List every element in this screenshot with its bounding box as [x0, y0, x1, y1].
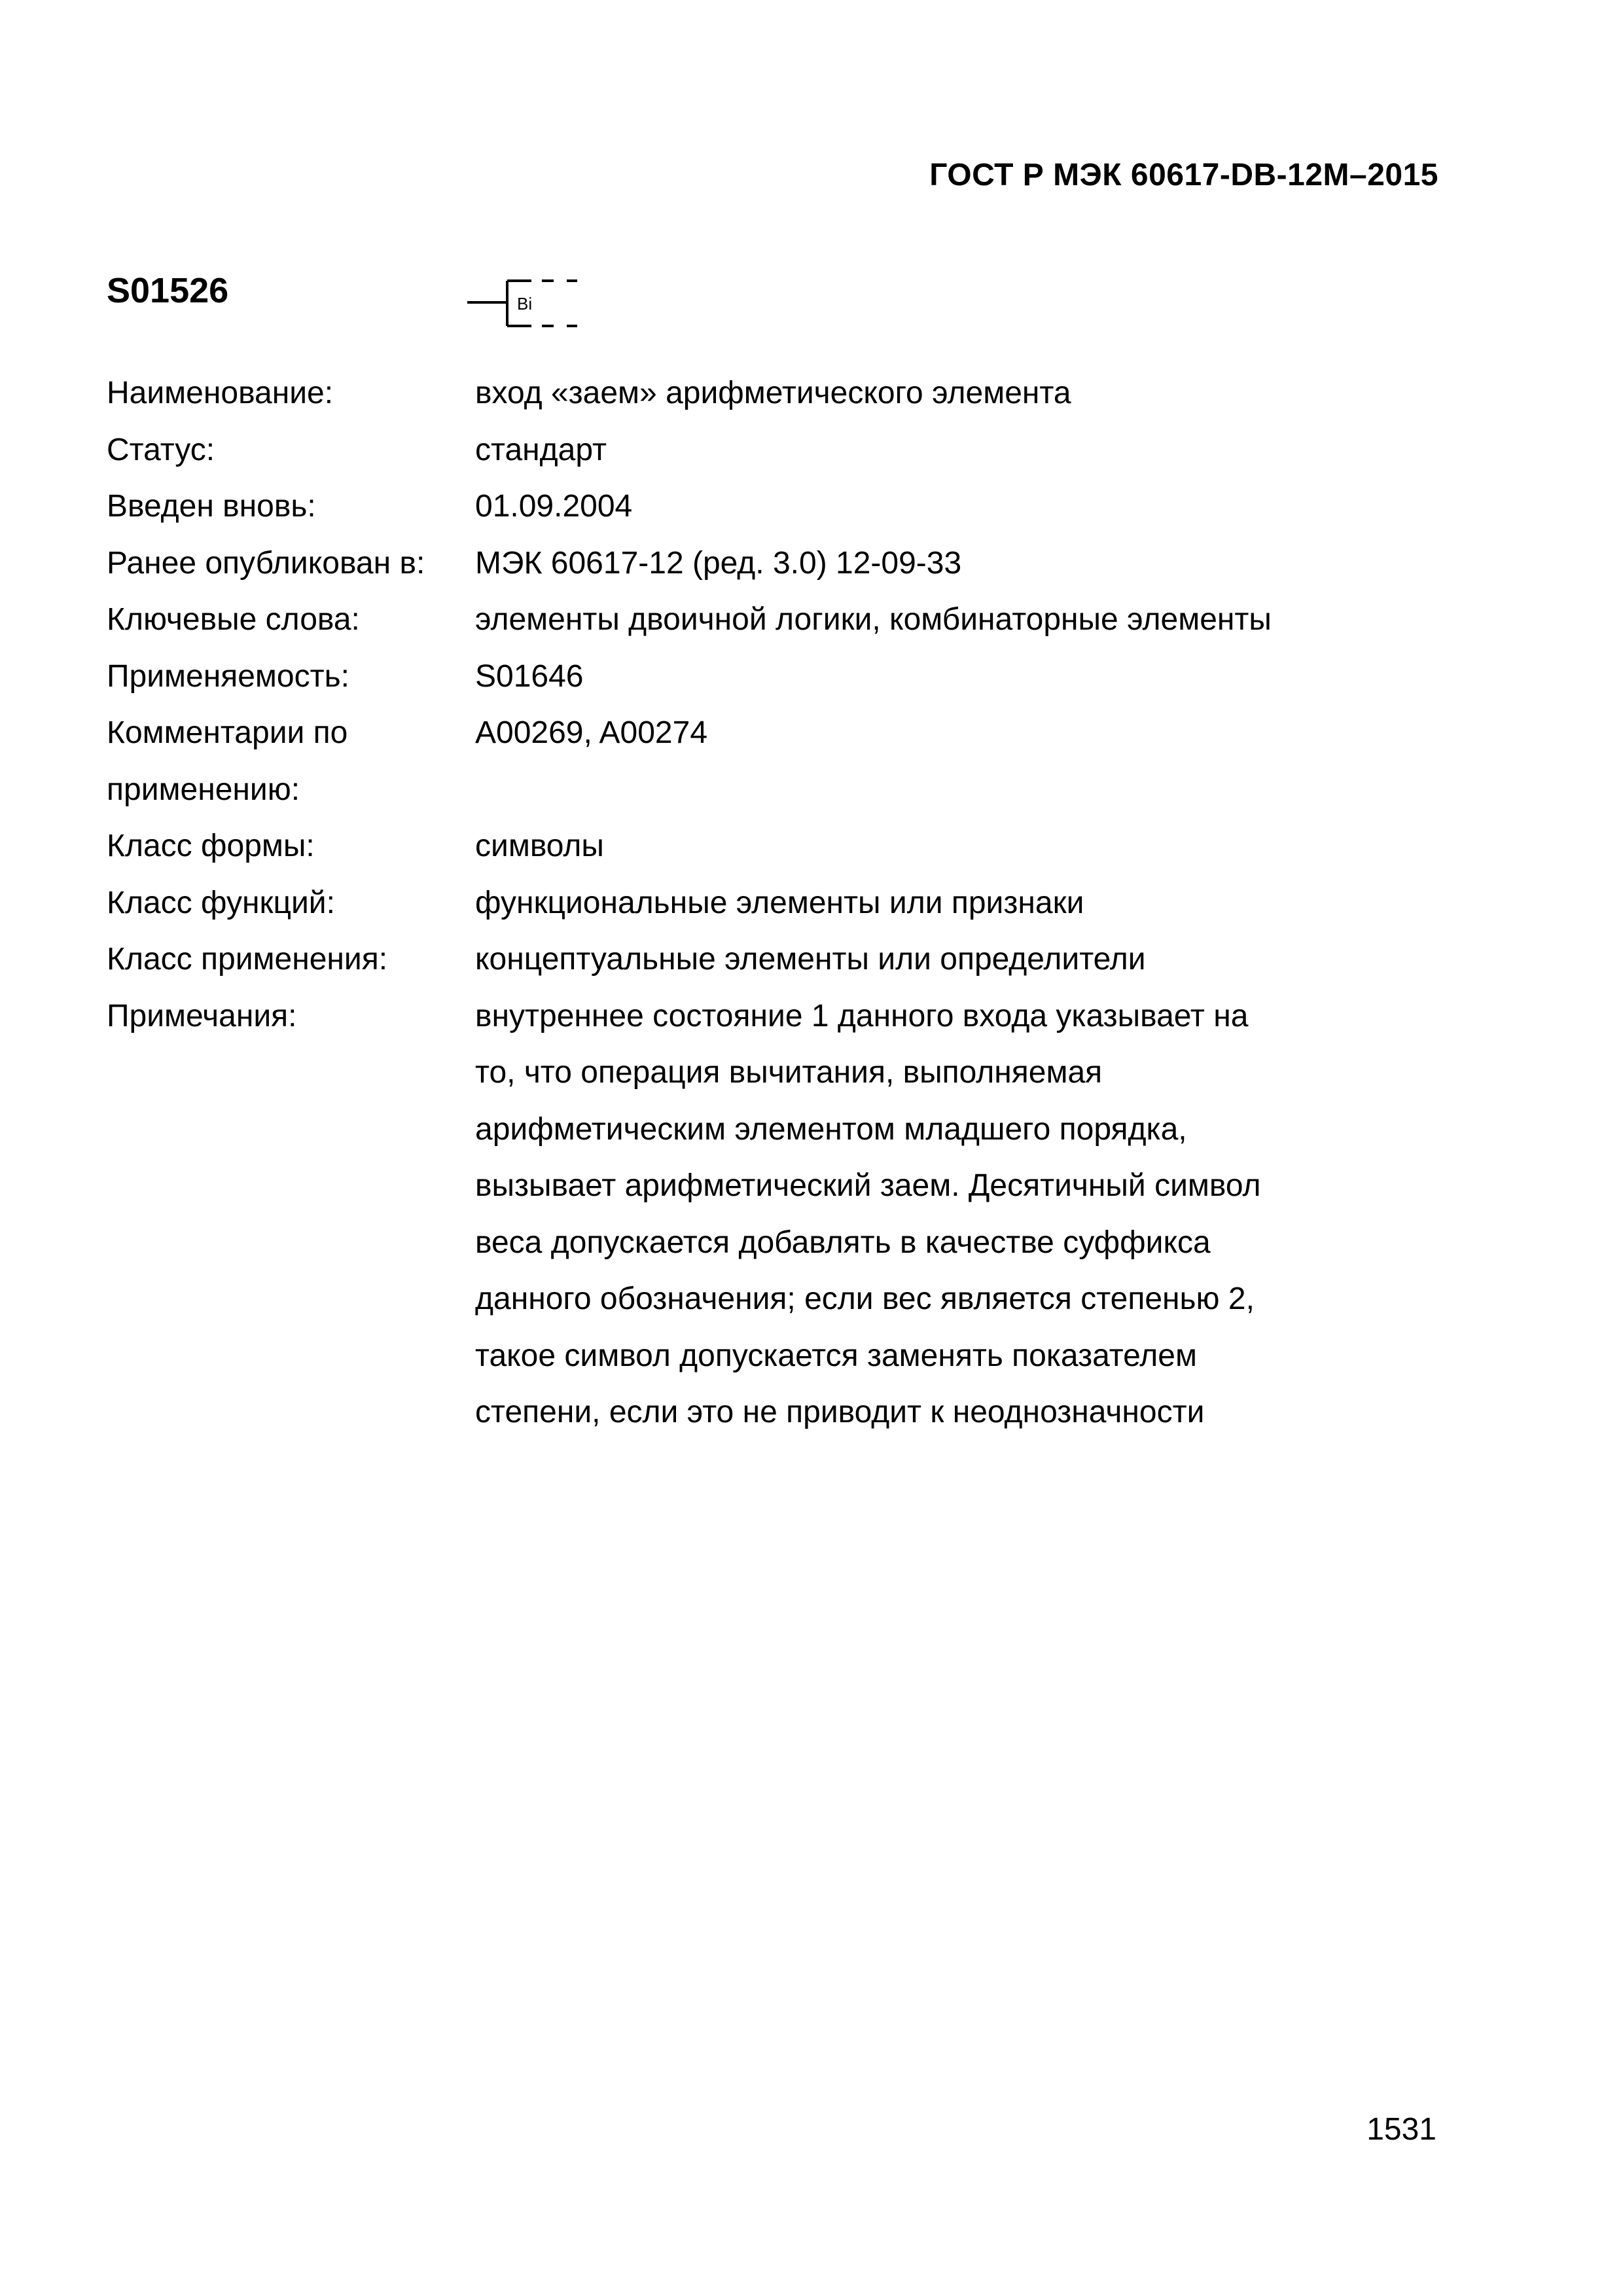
field-name: [107, 365, 1416, 422]
field-value: концептуальные элементы или определители: [475, 942, 1146, 977]
field-value: МЭК 60617-12 (ред. 3.0) 12-09-33: [475, 545, 962, 581]
field-introduced: [107, 478, 1416, 535]
page-number: 1531: [1366, 2112, 1436, 2147]
field-value: внутреннее состояние 1 данного входа указывает на то, что операция вычитания, выполняемая арифметическим элементом младшего порядка, вызывает арифметический заем. Десятичный символ веса допускается добавлять в качестве суффикса данного обозначения; если вес является степенью 2, такое символ допускается заменять показателем степени, если это не приводит к неоднозначности: [475, 998, 1261, 1429]
field-function-class: [107, 875, 1416, 932]
field-label: Класс формы:: [107, 829, 315, 863]
field-value: S01646: [475, 658, 584, 694]
field-label: Ранее опубликован в:: [107, 545, 425, 581]
field-value: вход «заем» арифметического элемента: [475, 376, 1071, 410]
field-value: A00269, A00274: [475, 715, 708, 750]
field-label: Примечания:: [107, 998, 297, 1033]
symbol-id: S01526: [107, 271, 229, 310]
field-label: Класс применения:: [107, 942, 388, 977]
field-notes: [107, 988, 1416, 1441]
field-shape-class: [107, 818, 1416, 875]
borrow-input-symbol: [466, 272, 584, 337]
field-application-class: [107, 931, 1416, 988]
field-value: стандарт: [475, 432, 607, 467]
field-label: Статус:: [107, 432, 215, 467]
field-value: элементы двоичной логики, комбинаторные элементы: [475, 602, 1272, 637]
field-value: символы: [475, 829, 604, 863]
field-value: функциональные элементы или признаки: [475, 885, 1084, 920]
field-label: Ключевые слова:: [107, 602, 360, 637]
field-applicability: [107, 649, 1416, 706]
field-label: Применяемость:: [107, 658, 349, 694]
field-value: 01.09.2004: [475, 489, 633, 524]
field-label: Введен вновь:: [107, 489, 316, 524]
symbol-glyph-text: Bi: [517, 294, 533, 314]
attribute-list: [107, 365, 1416, 1441]
field-status: [107, 422, 1416, 479]
field-previously-published: [107, 535, 1416, 592]
field-keywords: [107, 592, 1416, 649]
field-application-comments: [107, 705, 1416, 818]
field-label: Класс функций:: [107, 885, 335, 920]
field-label: Комментарии по применению:: [107, 715, 348, 807]
field-label: Наименование:: [107, 376, 334, 410]
standard-code-header: ГОСТ Р МЭК 60617-DB-12М–2015: [929, 158, 1438, 192]
